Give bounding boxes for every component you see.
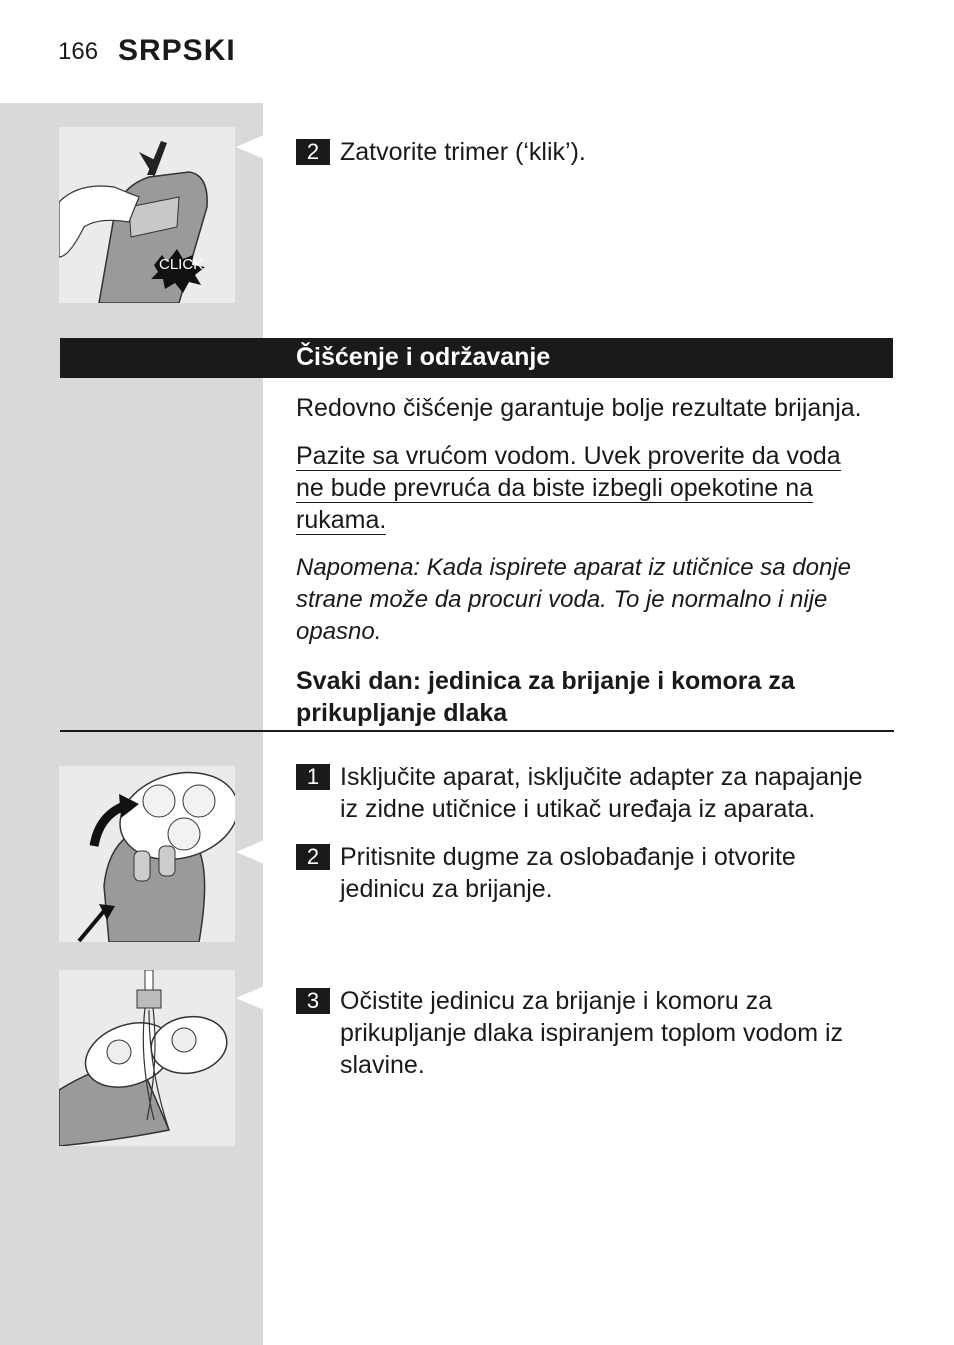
step-rinse-unit bbox=[296, 985, 886, 1081]
subheading: Svaki dan: jedinica za brijanje i komora za prikupljanje dlaka bbox=[296, 667, 795, 727]
language-heading: SRPSKI bbox=[118, 34, 236, 67]
step-text: Isključite aparat, isključite adapter za napajanje iz zidne utičnice i utikač uređaja iz aparata. bbox=[340, 763, 863, 823]
warning-line-2: ne bude prevruća da biste izbegli opekotine na bbox=[296, 474, 814, 502]
illustration-pointer bbox=[236, 986, 264, 1010]
trimmer-close-illustration bbox=[59, 127, 235, 303]
warning-line-3: rukama. bbox=[296, 506, 387, 534]
warning-text bbox=[296, 440, 886, 536]
note-text: Napomena: Kada ispirete aparat iz utičnice sa donje strane može da procuri voda. To je normalno i nije opasno. bbox=[296, 554, 851, 645]
step-open-unit bbox=[296, 841, 886, 905]
step-text: Pritisnite dugme za oslobađanje i otvorite jedinicu za brijanje. bbox=[340, 843, 796, 903]
illustration-pointer bbox=[236, 135, 264, 159]
illustration-pointer bbox=[236, 840, 264, 864]
step-close-trimmer bbox=[296, 136, 886, 168]
click-label: CLICK bbox=[159, 256, 204, 273]
step-number: 1 bbox=[296, 764, 330, 790]
step-switch-off bbox=[296, 761, 886, 825]
intro-text: Redovno čišćenje garantuje bolje rezultate brijanja. bbox=[296, 394, 862, 422]
warning-line-1: Pazite sa vrućom vodom. Uvek proverite da voda bbox=[296, 442, 841, 470]
section-divider bbox=[60, 730, 894, 732]
step-number: 3 bbox=[296, 988, 330, 1014]
section-title: Čišćenje i održavanje bbox=[296, 343, 551, 371]
page-number: 166 bbox=[58, 38, 99, 65]
step-number: 2 bbox=[296, 139, 330, 165]
shaver-rinse-tap-icon bbox=[59, 970, 235, 1146]
rinse-unit-illustration bbox=[59, 970, 235, 1146]
step-text: Očistite jedinicu za brijanje i komoru za prikupljanje dlaka ispiranjem toplom vodom iz slavine. bbox=[340, 987, 844, 1079]
section-header-bar bbox=[60, 338, 893, 378]
step-text: Zatvorite trimer (‘klik’). bbox=[340, 138, 586, 166]
open-unit-illustration bbox=[59, 766, 235, 942]
shaver-open-unit-icon bbox=[59, 766, 235, 942]
shaver-trimmer-close-icon bbox=[59, 127, 235, 303]
step-number: 2 bbox=[296, 844, 330, 870]
